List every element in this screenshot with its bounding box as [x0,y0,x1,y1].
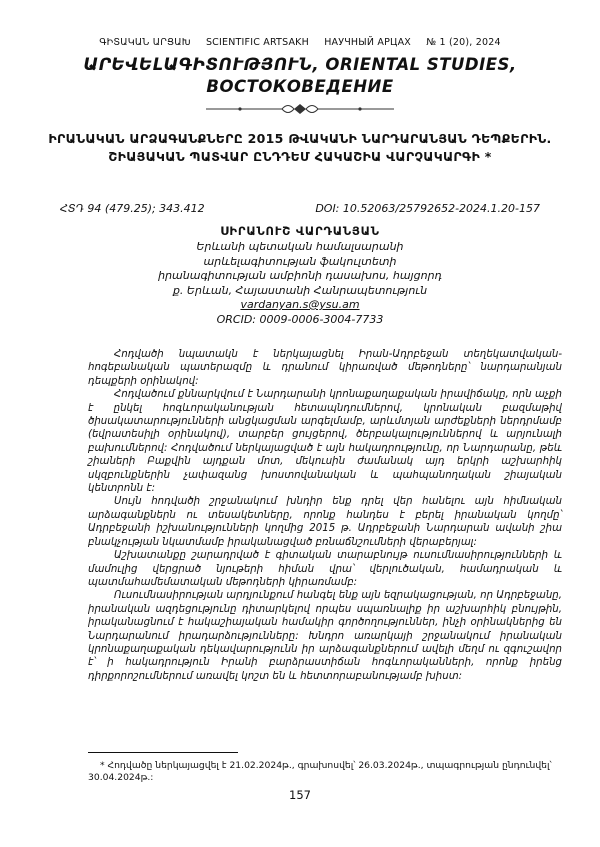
affiliation-line: արևելագիտության ֆակուլտետի [203,254,397,268]
author-email-link[interactable]: vardanyan.s@ysu.am [240,298,360,311]
author-name: ՍԻՐԱՆՈՒՇ ՎԱՐԴԱՆՅԱՆ [220,224,380,238]
journal-name-hy: ԳԻՏԱԿԱՆ ԱՐՑԱԽ [99,37,191,48]
section-title-line2: ВОСТОКОВЕДЕНИЕ [206,77,394,96]
footnote-divider [88,752,238,753]
abstract-paragraph: Հոդվածի նպատակն է ներկայացնել Իրան-Ադրբեջան տեղեկատվական-հոգեբանական պատերազմը և դրանում կիրառված մեթոդները՝ նարդարանյան դեպքերի օրինակով: [88,349,562,387]
abstract-paragraph: Ուսումնասիրության արդյունքում հանգել ենք այն եզրակացության, որ Ադրբեջանը, իրանական ազդեցությունը դիտարկելով որպես սպառնալիք իր աշխարհիկ բնույթին, իրականացնում է հակաշիայական համակիր գործողություններ, ինչի օրինակներից են Նարդարանում իրադարձությունները: Խնդրո առարկայի շրջանակում իրանական կրոնաքաղաքական դեկավարությունն իր արձագանքներում ավելի մեղմ ու զգուշավոր է՝ ի հակադրություն Իրանի բարձրաստիճան հոգևորականների, որոնք իրենց դիրքորոշումներում առավել կոշտ են և հետտորաբանությամբ խիստ: [88,590,562,682]
abstract-paragraph: Սույն հոդվածի շրջանակում խնդիր ենք դրել վեր հանելու այն հիմնական արձագանքներն ու տեսակետները, որոնք հանդես է բերել իրանական կողմը՝ Ադրբեջանի իշխանությունների կողմից 2015 թ. Ադրբեջանի Նարդարան ավանի շիա բնակչության նկատմամբ իրականացված բռնաճնշումների վերաբերյալ: [88,496,562,548]
abstract-paragraph: Աշխատանքը շարադրված է գիտական տարաբնույթ ուսումնասիրությունների և մամուլից վերցրած նյութերի հիման վրա՝ վերլուծական, համադրական և պատմահամեմատական մեթոդների կիրառմամբ: [88,550,562,588]
udc-code: ՀՏԴ 94 (479.25); 343.412 [60,202,205,215]
affiliation-line: իրանագիտության ամբիոնի դասախոս, հայցորդ [158,269,442,282]
issue-number: № 1 (20), 2024 [426,37,501,48]
affiliation-line: ք. Երևան, Հայաստանի Հանրապետություն [172,283,428,297]
affiliation-line: Երևանի պետական համալսարանի [196,240,404,253]
doi-link[interactable]: DOI: 10.52063/25792652-2024.1.20-157 [315,202,540,215]
abstract [88,348,562,683]
section-title-line1: ԱՐԵՎԵԼԱԳԻՏՈՒԹՅՈՒՆ, ORIENTAL STUDIES, [83,55,517,74]
footnote: * Հոդվածը ներկայացվել է 21.02.2024թ., գրախոսվել՝ 26.03.2024թ., տպագրության ընդունվել՝ 30.04.2024թ.: [88,760,552,783]
orcid-id: ORCID: 0009-0006-3004-7733 [216,312,384,326]
article-title: ԻՐԱՆԱԿԱՆ ԱՐՁԱԳԱՆՔՆԵՐԸ 2015 ԹՎԱԿԱՆԻ ՆԱՐԴԱՐԱՆՅԱՆ ԴԵՊՔԵՐԻՆ. ՇԻԱՅԱԿԱՆ ՊԱՏՎԱՐ ԸՆԴԴԵՄ ՀԱԿԱՇԻԱ ՎԱՐՉԱԿԱՐԳԻ * [48,131,552,164]
page-number: 157 [289,788,311,802]
ornament-divider-icon [200,101,400,117]
journal-name-ru: НАУЧНЫЙ АРЦАХ [324,37,411,48]
running-header [0,37,600,48]
journal-name-en: SCIENTIFIC ARTSAKH [205,37,309,48]
abstract-paragraph: Հոդվածում քննարկվում է Նարդարանի կրոնաքաղաքական իրավիճակը, որն աչքի է ընկել հոգևորականության հետապնդումներով, կրոնական բազմաթիվ ծիսակատարությունների անցկացման արգելմամբ, արևմտյան արժեքների ներդրմամբ (եվրատեսիլի օրինակով), տարբեր ցույցերով, ծերբակալություններով և արյունալի բախումներով: Հոդվածում ներկայացված է այն հակադրությունը, որ Նարդարանը, թեև շիաների Բաքվին այդքան մոտ, մեկուսին ժամանակ այդ երկրի աշխարհիկ սկզբունքներին չափազանց խոստովանական և պահպանողական շիայական կենտրոնն է: [88,389,562,495]
